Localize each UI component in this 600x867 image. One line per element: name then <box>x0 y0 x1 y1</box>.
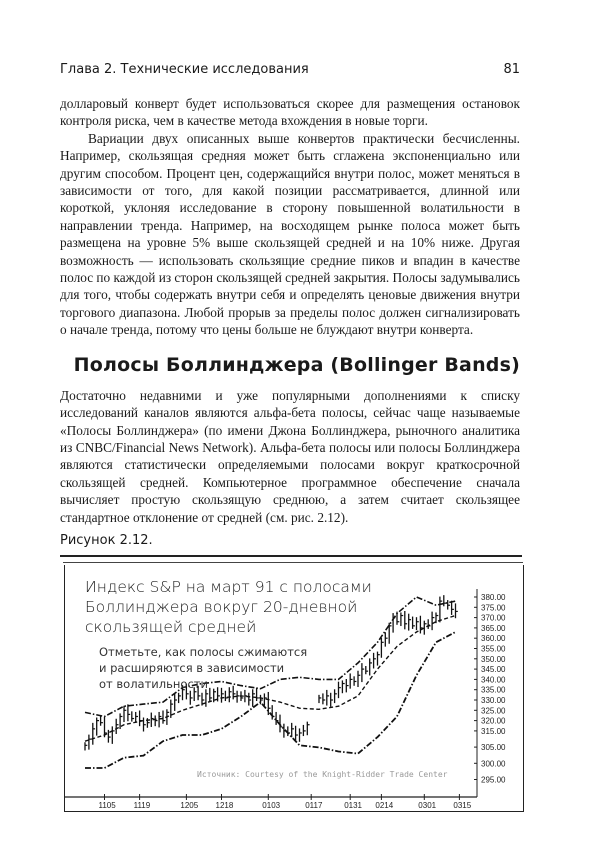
running-header <box>60 62 520 77</box>
section-heading: Полосы Боллинджера (Bollinger Bands) <box>73 353 520 376</box>
body-text-bollinger <box>60 387 520 526</box>
figure-rule <box>60 555 522 557</box>
y-tick-label: 380.00 <box>481 592 506 602</box>
x-tick-label: 0103 <box>262 800 281 810</box>
y-tick-label: 375.00 <box>481 603 506 613</box>
page-number: 81 <box>503 62 520 77</box>
y-tick-label: 320.00 <box>481 716 506 726</box>
figure-bollinger-chart <box>64 565 524 812</box>
y-tick-label: 340.00 <box>481 675 506 685</box>
y-tick-label: 295.00 <box>481 775 506 785</box>
y-tick-label: 345.00 <box>481 665 506 675</box>
y-tick-label: 350.00 <box>481 654 506 664</box>
figure-title-line: Боллинджера вокруг 20-дневной <box>85 597 358 616</box>
page-body <box>60 95 522 812</box>
x-tick-label: 0131 <box>344 800 362 810</box>
figure-note-line: Отметьте, как полосы сжимаются <box>99 644 308 659</box>
figure-note-line: от волатильности <box>99 676 208 691</box>
x-tick-label: 1218 <box>215 800 234 810</box>
y-tick-label: 300.00 <box>481 759 506 769</box>
y-tick-label: 330.00 <box>481 695 506 705</box>
paragraph: Достаточно недавними и уже популярными дополнениями к списку исследований каналов являются альфа-бета полосы, сейчас чаще называемые «Полосы Боллинджера» (по имени Джона Боллинджера, рыночного аналитика из CNBC/Financial News Network). Альфа-бета полосы или полосы Боллинджера являются статистически определяемыми полосами вокруг краткосрочной скользящей средней. Компьютерное программное обеспечение сначала вычисляет простую скользящую среднюю, а затем считает скользящее стандартное отклонение от средней (см. рис. 2.12). <box>60 387 520 525</box>
y-tick-label: 335.00 <box>481 685 506 695</box>
x-tick-label: 1105 <box>98 800 116 810</box>
x-tick-label: 0117 <box>305 800 323 810</box>
figure-source: Источник: Courtesy of the Knight-Ridder Trade Center <box>197 769 448 779</box>
y-tick-label: 305.00 <box>481 743 506 753</box>
figure-note <box>99 644 307 692</box>
x-tick-label: 1119 <box>133 800 151 810</box>
x-tick-label: 0214 <box>375 800 394 810</box>
figure-rule <box>63 562 523 563</box>
y-tick-label: 355.00 <box>481 644 506 654</box>
y-tick-label: 325.00 <box>481 706 506 716</box>
y-tick-label: 360.00 <box>481 634 506 644</box>
x-tick-label: 1205 <box>180 800 199 810</box>
x-tick-label: 0301 <box>418 800 437 810</box>
figure-title-line: Индекс S&P на март 91 с полосами <box>85 577 372 596</box>
y-tick-label: 315.00 <box>481 726 506 736</box>
paragraph: Вариации двух описанных выше конвертов практически бесчисленны. Например, скользящая средняя может быть сглажена экспоненциально или другим способом. Процент цен, содержащийся внутри полос, может меняться в зависимости от того, для какой позиции рассматривается, длинной или короткой, уклоняя исследование в сторону повышенной волатильности в направлении тренда. Например, на восходящем рынке полоса может быть размещена на уровне 5% выше скользящей средней и на 10% ниже. Другая возможность — использовать скользящие средние пиков и впадин в качестве полос по каждой из сторон скользящей средней закрытия. Полосы задумывались для того, чтобы содержать внутри себя и определять ценовые движения внутри торгового диапазона. Любой прорыв за пределы полос должен сигнализировать о начале тренда, потому что цены больше не блуждают внутри конверта. <box>60 130 520 338</box>
body-text-top <box>60 95 520 339</box>
paragraph: долларовый конверт будет использоваться скорее для размещения остановок контроля риска, чем в качестве метода вхождения в новые торги. <box>60 96 520 129</box>
x-tick-label: 0315 <box>453 800 472 810</box>
figure-note-line: и расширяются в зависимости <box>99 660 285 675</box>
y-tick-label: 370.00 <box>481 613 506 623</box>
chapter-title: Глава 2. Технические исследования <box>60 62 309 77</box>
figure-title <box>85 577 372 637</box>
figure-caption: Рисунок 2.12. <box>60 532 153 548</box>
y-tick-label: 365.00 <box>481 623 506 633</box>
figure-title-line: скользящей средней <box>85 617 257 636</box>
